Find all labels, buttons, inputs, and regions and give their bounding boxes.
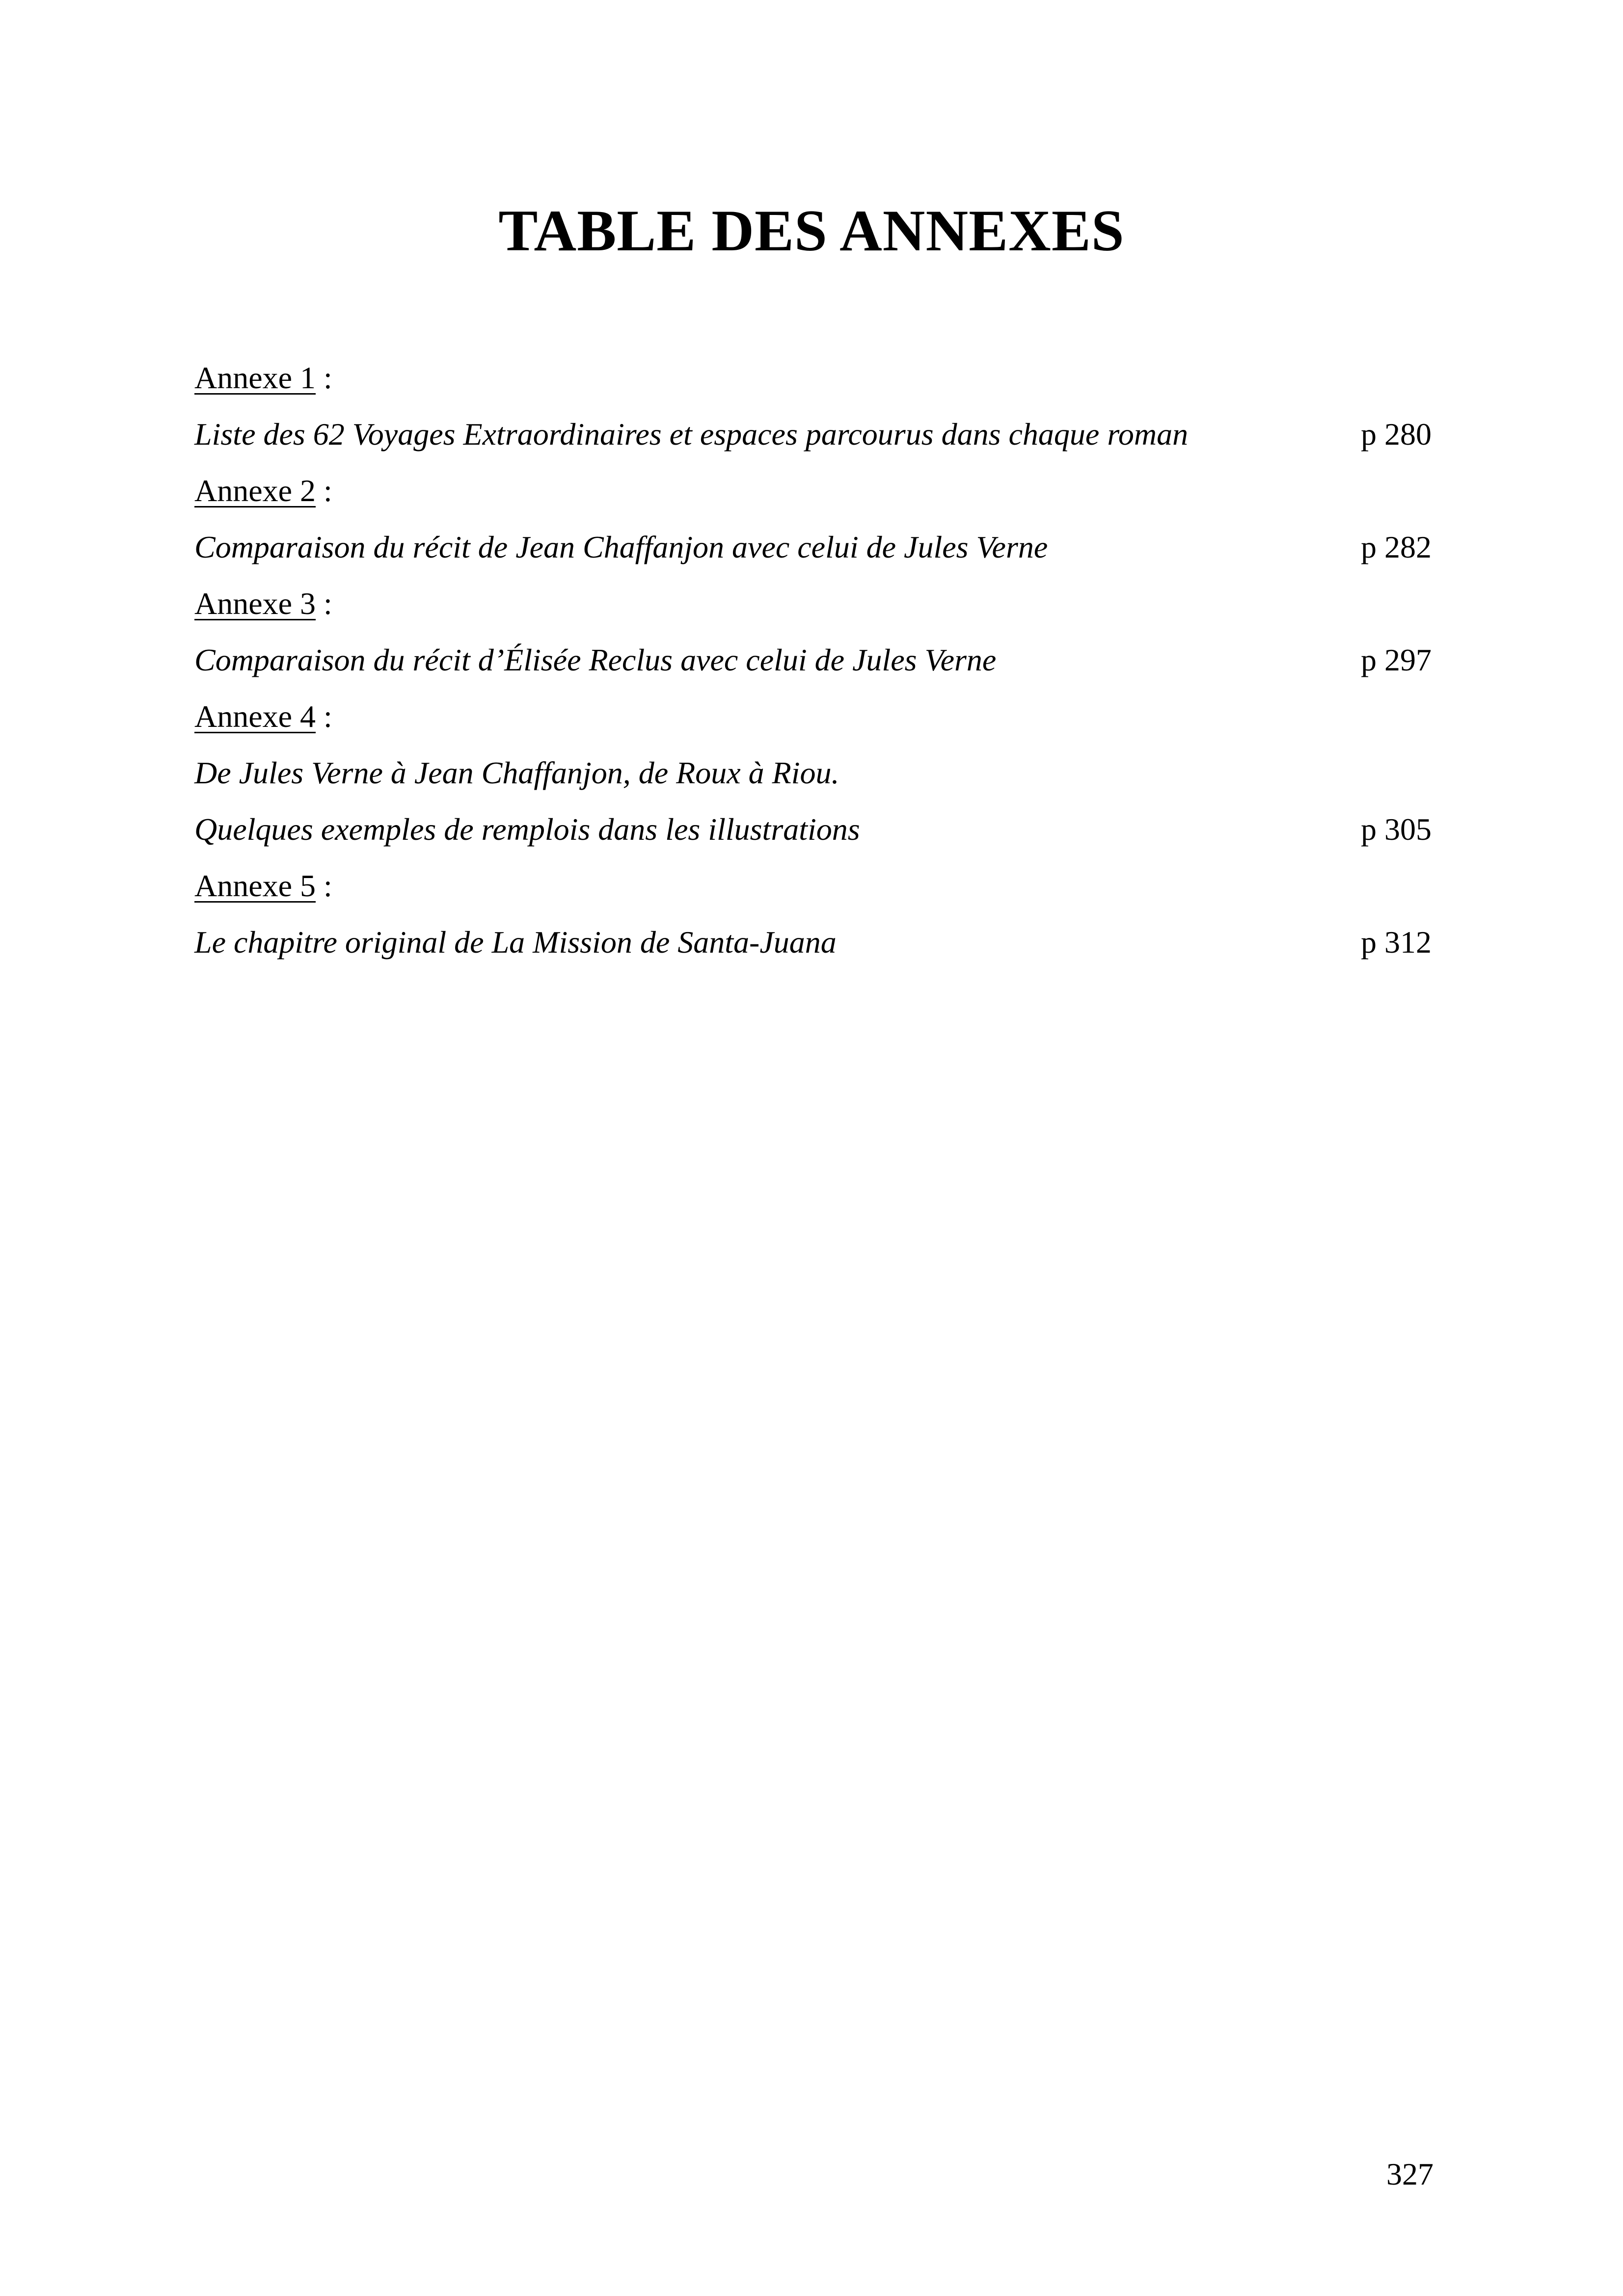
annex-page-reference: p 280 bbox=[1361, 417, 1432, 452]
annex-description: Liste des 62 Voyages Extraordinaires et espaces parcourus dans chaque roman bbox=[194, 417, 1189, 452]
annex-colon: : bbox=[316, 868, 332, 903]
annex-colon: : bbox=[316, 360, 332, 395]
annex-colon: : bbox=[316, 699, 332, 734]
annex-page-reference: p 282 bbox=[1361, 530, 1432, 564]
page-title: TABLE DES ANNEXES bbox=[498, 198, 1125, 263]
annex-description-line bbox=[194, 801, 1432, 857]
annex-heading bbox=[194, 462, 1432, 519]
annex-description-line bbox=[194, 745, 1432, 801]
annex-page-reference: p 312 bbox=[1361, 925, 1432, 960]
annex-colon: : bbox=[316, 473, 332, 508]
annex-label: Annexe 4 bbox=[194, 699, 316, 734]
annex-description-line bbox=[194, 406, 1432, 462]
annex-label: Annexe 3 bbox=[194, 586, 316, 621]
annex-label: Annexe 5 bbox=[194, 868, 316, 903]
annex-page-reference: p 305 bbox=[1361, 812, 1432, 847]
annex-description: De Jules Verne à Jean Chaffanjon, de Roux à Riou. bbox=[194, 755, 839, 790]
annex-label: Annexe 2 bbox=[194, 473, 316, 508]
annex-description-line bbox=[194, 519, 1432, 575]
annex-label: Annexe 1 bbox=[194, 360, 316, 395]
annex-description: Comparaison du récit de Jean Chaffanjon avec celui de Jules Verne bbox=[194, 530, 1048, 564]
annex-heading bbox=[194, 688, 1432, 745]
annex-table-of-contents bbox=[194, 349, 1432, 970]
annex-description: Comparaison du récit d’Élisée Reclus avec celui de Jules Verne bbox=[194, 642, 997, 677]
annex-description: Quelques exemples de remplois dans les illustrations bbox=[194, 812, 860, 847]
annex-description-line bbox=[194, 914, 1432, 970]
annex-description: Le chapitre original de La Mission de Santa-Juana bbox=[194, 925, 837, 960]
annex-heading bbox=[194, 857, 1432, 914]
annex-colon: : bbox=[316, 586, 332, 621]
annex-heading bbox=[194, 575, 1432, 632]
annex-page-reference: p 297 bbox=[1361, 642, 1432, 677]
annex-heading bbox=[194, 349, 1432, 406]
page-number: 327 bbox=[1386, 2157, 1434, 2191]
annex-description-line bbox=[194, 632, 1432, 688]
